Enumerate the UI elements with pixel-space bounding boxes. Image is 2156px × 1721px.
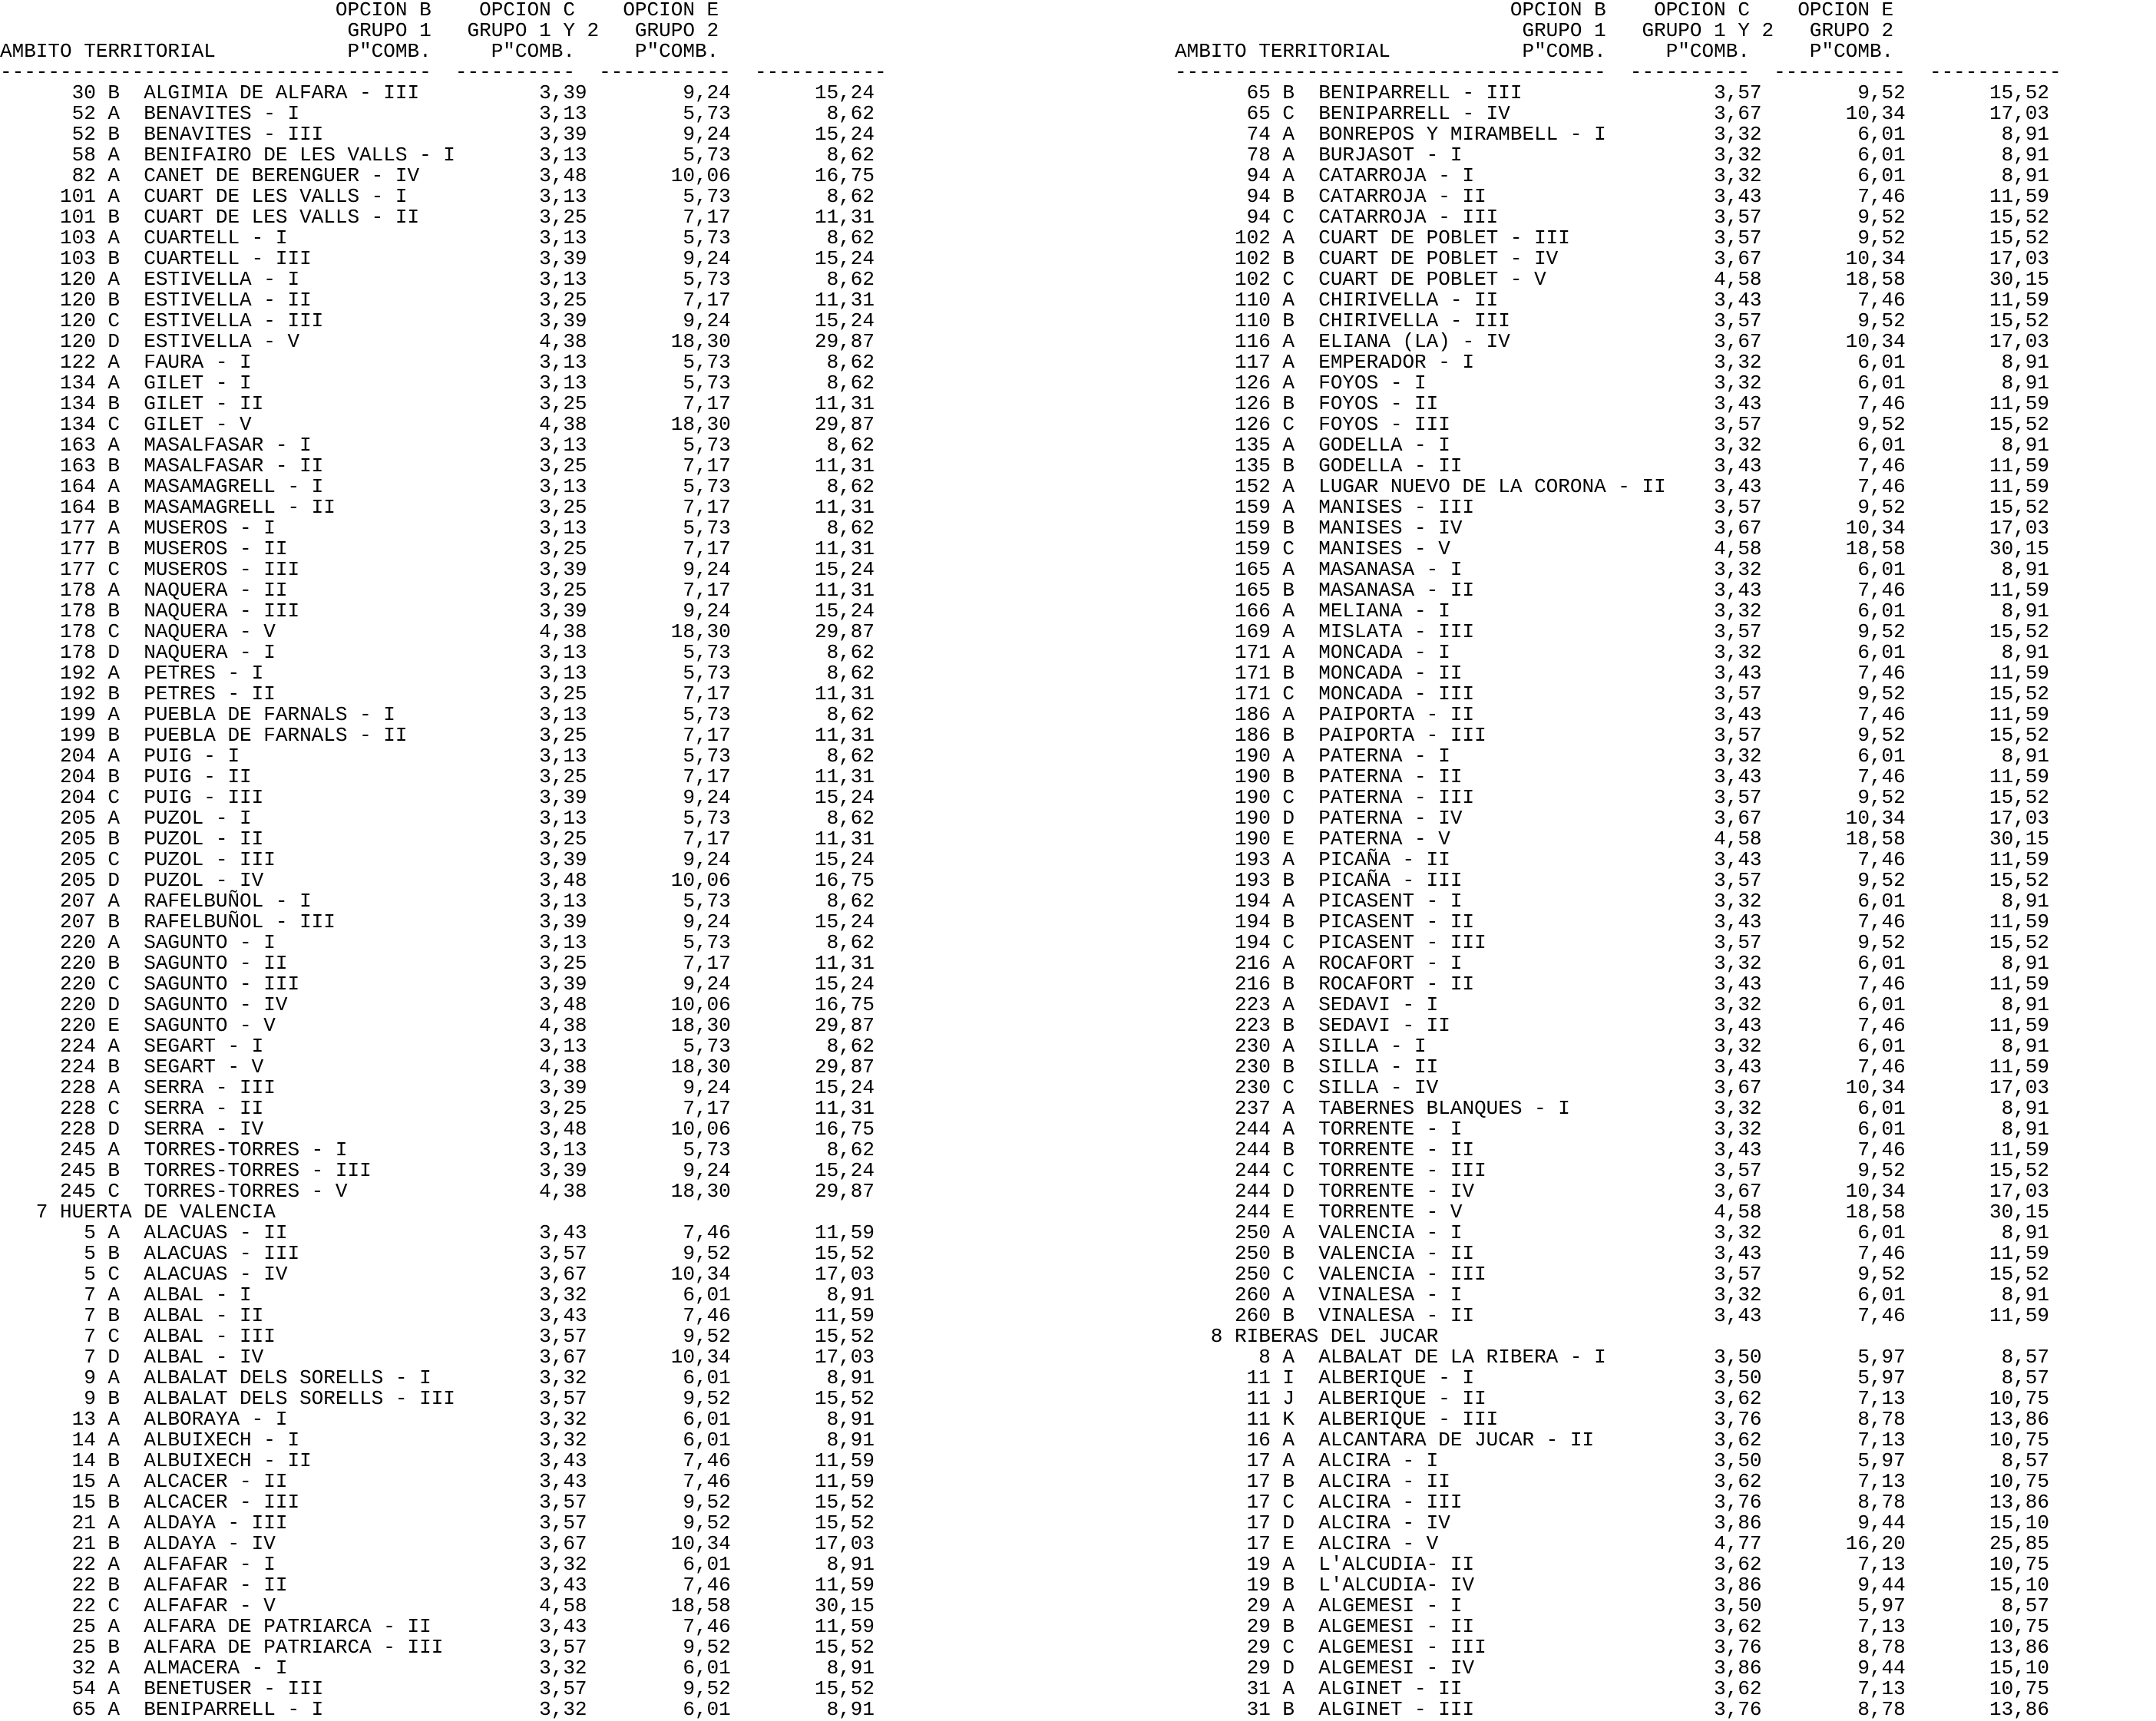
table-row: 171 B MONCADA - II 3,43 7,46 11,59: [1175, 662, 2049, 685]
table-row: 194 C PICASENT - III 3,57 9,52 15,52: [1175, 931, 2049, 954]
table-row: 207 A RAFELBUÑOL - I 3,13 5,73 8,62: [0, 890, 875, 913]
table-row: 260 A VINALESA - I 3,32 6,01 8,91: [1175, 1283, 2049, 1306]
table-row: 116 A ELIANA (LA) - IV 3,67 10,34 17,03: [1175, 330, 2049, 353]
table-row: 65 C BENIPARRELL - IV 3,67 10,34 17,03: [1175, 102, 2049, 125]
table-row: 244 A TORRENTE - I 3,32 6,01 8,91: [1175, 1118, 2049, 1141]
header-separator: ------------------------------------ ---------- ----------- -----------: [1175, 61, 2062, 84]
table-row: 58 A BENIFAIRO DE LES VALLS - I 3,13 5,73 8,62: [0, 144, 875, 167]
table-row: 82 A CANET DE BERENGUER - IV 3,48 10,06 16,75: [0, 164, 875, 187]
table-row: 186 A PAIPORTA - II 3,43 7,46 11,59: [1175, 703, 2049, 726]
table-row: 220 D SAGUNTO - IV 3,48 10,06 16,75: [0, 993, 875, 1016]
table-row: 120 C ESTIVELLA - III 3,39 9,24 15,24: [0, 309, 875, 332]
table-row: 17 E ALCIRA - V 4,77 16,20 25,85: [1175, 1532, 2049, 1555]
table-row: 22 B ALFAFAR - II 3,43 7,46 11,59: [0, 1574, 875, 1597]
table-row: 244 D TORRENTE - IV 3,67 10,34 17,03: [1175, 1180, 2049, 1203]
table-row: 244 C TORRENTE - III 3,57 9,52 15,52: [1175, 1159, 2049, 1182]
table-row: 29 D ALGEMESI - IV 3,86 9,44 15,10: [1175, 1657, 2049, 1680]
table-row: 103 A CUARTELL - I 3,13 5,73 8,62: [0, 226, 875, 249]
table-row: 204 A PUIG - I 3,13 5,73 8,62: [0, 745, 875, 768]
table-row: 78 A BURJASOT - I 3,32 6,01 8,91: [1175, 144, 2049, 167]
table-row: 102 A CUART DE POBLET - III 3,57 9,52 15,52: [1175, 226, 2049, 249]
table-row: 159 B MANISES - IV 3,67 10,34 17,03: [1175, 517, 2049, 540]
table-row: 228 A SERRA - III 3,39 9,24 15,24: [0, 1076, 875, 1099]
table-row: 220 B SAGUNTO - II 3,25 7,17 11,31: [0, 952, 875, 975]
table-row: 199 B PUEBLA DE FARNALS - II 3,25 7,17 11,31: [0, 724, 875, 747]
table-row: 15 B ALCACER - III 3,57 9,52 15,52: [0, 1491, 875, 1514]
table-row: 5 A ALACUAS - II 3,43 7,46 11,59: [0, 1221, 875, 1244]
table-row: 126 C FOYOS - III 3,57 9,52 15,52: [1175, 413, 2049, 436]
table-row: 110 B CHIRIVELLA - III 3,57 9,52 15,52: [1175, 309, 2049, 332]
table-row: 19 A L'ALCUDIA- II 3,62 7,13 10,75: [1175, 1553, 2049, 1576]
table-row: 7 D ALBAL - IV 3,67 10,34 17,03: [0, 1346, 875, 1369]
table-row: 166 A MELIANA - I 3,32 6,01 8,91: [1175, 600, 2049, 623]
table-row: 52 B BENAVITES - III 3,39 9,24 15,24: [0, 123, 875, 146]
table-row: 32 A ALMACERA - I 3,32 6,01 8,91: [0, 1657, 875, 1680]
table-row: 244 B TORRENTE - II 3,43 7,46 11,59: [1175, 1138, 2049, 1161]
table-row: 135 A GODELLA - I 3,32 6,01 8,91: [1175, 434, 2049, 457]
table-row: 245 A TORRES-TORRES - I 3,13 5,73 8,62: [0, 1138, 875, 1161]
table-row: 13 A ALBORAYA - I 3,32 6,01 8,91: [0, 1408, 875, 1431]
table-row: 17 A ALCIRA - I 3,50 5,97 8,57: [1175, 1449, 2049, 1472]
table-row: 220 C SAGUNTO - III 3,39 9,24 15,24: [0, 973, 875, 996]
table-row: 165 A MASANASA - I 3,32 6,01 8,91: [1175, 558, 2049, 581]
table-row: 245 C TORRES-TORRES - V 4,38 18,30 29,87: [0, 1180, 875, 1203]
table-row: 101 A CUART DE LES VALLS - I 3,13 5,73 8,62: [0, 185, 875, 208]
table-row: 192 A PETRES - I 3,13 5,73 8,62: [0, 662, 875, 685]
table-row: 19 B L'ALCUDIA- IV 3,86 9,44 15,10: [1175, 1574, 2049, 1597]
header-line-1: OPCION B OPCION C OPCION E: [0, 0, 719, 21]
table-row: 192 B PETRES - II 3,25 7,17 11,31: [0, 682, 875, 705]
table-row: 260 B VINALESA - II 3,43 7,46 11,59: [1175, 1304, 2049, 1327]
table-row: 15 A ALCACER - II 3,43 7,46 11,59: [0, 1470, 875, 1493]
table-row: 194 A PICASENT - I 3,32 6,01 8,91: [1175, 890, 2049, 913]
table-row: 120 A ESTIVELLA - I 3,13 5,73 8,62: [0, 268, 875, 291]
table-row: 31 A ALGINET - II 3,62 7,13 10,75: [1175, 1677, 2049, 1700]
table-row: 25 B ALFARA DE PATRIARCA - III 3,57 9,52 15,52: [0, 1636, 875, 1659]
table-row: 178 B NAQUERA - III 3,39 9,24 15,24: [0, 600, 875, 623]
section-heading: 7 HUERTA DE VALENCIA: [0, 1201, 276, 1224]
header-line-1: OPCION B OPCION C OPCION E: [1175, 0, 1894, 21]
table-row: 5 B ALACUAS - III 3,57 9,52 15,52: [0, 1242, 875, 1265]
table-row: 199 A PUEBLA DE FARNALS - I 3,13 5,73 8,62: [0, 703, 875, 726]
table-row: 223 B SEDAVI - II 3,43 7,46 11,59: [1175, 1014, 2049, 1037]
table-row: 8 A ALBALAT DE LA RIBERA - I 3,50 5,97 8,57: [1175, 1346, 2049, 1369]
header-line-2: GRUPO 1 GRUPO 1 Y 2 GRUPO 2: [0, 19, 719, 42]
table-row: 11 J ALBERIQUE - II 3,62 7,13 10,75: [1175, 1387, 2049, 1410]
table-row: 220 A SAGUNTO - I 3,13 5,73 8,62: [0, 931, 875, 954]
table-row: 14 B ALBUIXECH - II 3,43 7,46 11,59: [0, 1449, 875, 1472]
table-row: 190 A PATERNA - I 3,32 6,01 8,91: [1175, 745, 2049, 768]
table-row: 250 C VALENCIA - III 3,57 9,52 15,52: [1175, 1263, 2049, 1286]
table-row: 94 B CATARROJA - II 3,43 7,46 11,59: [1175, 185, 2049, 208]
table-row: 250 B VALENCIA - II 3,43 7,46 11,59: [1175, 1242, 2049, 1265]
table-row: 230 B SILLA - II 3,43 7,46 11,59: [1175, 1055, 2049, 1079]
table-row: 22 C ALFAFAR - V 4,58 18,58 30,15: [0, 1594, 875, 1617]
table-row: 7 B ALBAL - II 3,43 7,46 11,59: [0, 1304, 875, 1327]
table-row: 224 B SEGART - V 4,38 18,30 29,87: [0, 1055, 875, 1079]
table-row: 220 E SAGUNTO - V 4,38 18,30 29,87: [0, 1014, 875, 1037]
table-row: 7 C ALBAL - III 3,57 9,52 15,52: [0, 1325, 875, 1348]
table-row: 126 A FOYOS - I 3,32 6,01 8,91: [1175, 372, 2049, 395]
table-row: 102 B CUART DE POBLET - IV 3,67 10,34 17,03: [1175, 247, 2049, 270]
table-row: 30 B ALGIMIA DE ALFARA - III 3,39 9,24 15,24: [0, 81, 875, 104]
table-row: 102 C CUART DE POBLET - V 4,58 18,58 30,15: [1175, 268, 2049, 291]
table-row: 228 C SERRA - II 3,25 7,17 11,31: [0, 1097, 875, 1120]
table-row: 190 D PATERNA - IV 3,67 10,34 17,03: [1175, 807, 2049, 830]
table-row: 190 B PATERNA - II 3,43 7,46 11,59: [1175, 765, 2049, 788]
table-row: 14 A ALBUIXECH - I 3,32 6,01 8,91: [0, 1429, 875, 1452]
table-row: 178 D NAQUERA - I 3,13 5,73 8,62: [0, 641, 875, 664]
table-row: 207 B RAFELBUÑOL - III 3,39 9,24 15,24: [0, 910, 875, 933]
table-row: 163 B MASALFASAR - II 3,25 7,17 11,31: [0, 454, 875, 477]
table-row: 224 A SEGART - I 3,13 5,73 8,62: [0, 1035, 875, 1058]
table-row: 74 A BONREPOS Y MIRAMBELL - I 3,32 6,01 8,91: [1175, 123, 2049, 146]
table-row: 117 A EMPERADOR - I 3,32 6,01 8,91: [1175, 351, 2049, 374]
table-row: 178 A NAQUERA - II 3,25 7,17 11,31: [0, 579, 875, 602]
table-row: 186 B PAIPORTA - III 3,57 9,52 15,52: [1175, 724, 2049, 747]
table-row: 164 B MASAMAGRELL - II 3,25 7,17 11,31: [0, 496, 875, 519]
table-row: 5 C ALACUAS - IV 3,67 10,34 17,03: [0, 1263, 875, 1286]
table-row: 177 B MUSEROS - II 3,25 7,17 11,31: [0, 537, 875, 560]
table-row: 230 C SILLA - IV 3,67 10,34 17,03: [1175, 1076, 2049, 1099]
table-row: 21 A ALDAYA - III 3,57 9,52 15,52: [0, 1511, 875, 1534]
table-row: 159 C MANISES - V 4,58 18,58 30,15: [1175, 537, 2049, 560]
table-row: 52 A BENAVITES - I 3,13 5,73 8,62: [0, 102, 875, 125]
table-row: 171 C MONCADA - III 3,57 9,52 15,52: [1175, 682, 2049, 705]
header-separator: ------------------------------------ ---------- ----------- -----------: [0, 61, 887, 84]
table-row: 205 C PUZOL - III 3,39 9,24 15,24: [0, 848, 875, 871]
table-row: 31 B ALGINET - III 3,76 8,78 13,86: [1175, 1698, 2049, 1721]
table-row: 163 A MASALFASAR - I 3,13 5,73 8,62: [0, 434, 875, 457]
table-row: 25 A ALFARA DE PATRIARCA - II 3,43 7,46 11,59: [0, 1615, 875, 1638]
table-row: 250 A VALENCIA - I 3,32 6,01 8,91: [1175, 1221, 2049, 1244]
header-line-3: AMBITO TERRITORIAL P"COMB. P"COMB. P"COMB.: [0, 40, 719, 63]
table-row: 204 B PUIG - II 3,25 7,17 11,31: [0, 765, 875, 788]
table-row: 190 C PATERNA - III 3,57 9,52 15,52: [1175, 786, 2049, 809]
table-row: 22 A ALFAFAR - I 3,32 6,01 8,91: [0, 1553, 875, 1576]
table-row: 21 B ALDAYA - IV 3,67 10,34 17,03: [0, 1532, 875, 1555]
table-row: 205 D PUZOL - IV 3,48 10,06 16,75: [0, 869, 875, 892]
table-row: 29 B ALGEMESI - II 3,62 7,13 10,75: [1175, 1615, 2049, 1638]
table-row: 11 K ALBERIQUE - III 3,76 8,78 13,86: [1175, 1408, 2049, 1431]
table-row: 164 A MASAMAGRELL - I 3,13 5,73 8,62: [0, 475, 875, 498]
table-row: 120 D ESTIVELLA - V 4,38 18,30 29,87: [0, 330, 875, 353]
header-line-3: AMBITO TERRITORIAL P"COMB. P"COMB. P"COMB.: [1175, 40, 1894, 63]
table-row: 9 B ALBALAT DELS SORELLS - III 3,57 9,52 15,52: [0, 1387, 875, 1410]
right-rows: [1175, 83, 2062, 1720]
table-row: 216 A ROCAFORT - I 3,32 6,01 8,91: [1175, 952, 2049, 975]
table-row: 178 C NAQUERA - V 4,38 18,30 29,87: [0, 620, 875, 643]
table-row: 94 A CATARROJA - I 3,32 6,01 8,91: [1175, 164, 2049, 187]
table-row: 190 E PATERNA - V 4,58 18,58 30,15: [1175, 827, 2049, 851]
table-row: 171 A MONCADA - I 3,32 6,01 8,91: [1175, 641, 2049, 664]
table-row: 216 B ROCAFORT - II 3,43 7,46 11,59: [1175, 973, 2049, 996]
table-row: 17 D ALCIRA - IV 3,86 9,44 15,10: [1175, 1511, 2049, 1534]
table-row: 120 B ESTIVELLA - II 3,25 7,17 11,31: [0, 289, 875, 312]
header-line-2: GRUPO 1 GRUPO 1 Y 2 GRUPO 2: [1175, 19, 1894, 42]
table-row: 29 A ALGEMESI - I 3,50 5,97 8,57: [1175, 1594, 2049, 1617]
table-row: 245 B TORRES-TORRES - III 3,39 9,24 15,24: [0, 1159, 875, 1182]
table-row: 177 C MUSEROS - III 3,39 9,24 15,24: [0, 558, 875, 581]
table-row: 237 A TABERNES BLANQUES - I 3,32 6,01 8,91: [1175, 1097, 2049, 1120]
table-row: 122 A FAURA - I 3,13 5,73 8,62: [0, 351, 875, 374]
table-row: 94 C CATARROJA - III 3,57 9,52 15,52: [1175, 206, 2049, 229]
table-row: 134 B GILET - II 3,25 7,17 11,31: [0, 392, 875, 415]
section-heading: 8 RIBERAS DEL JUCAR: [1175, 1325, 1439, 1348]
table-row: 159 A MANISES - III 3,57 9,52 15,52: [1175, 496, 2049, 519]
table-row: 101 B CUART DE LES VALLS - II 3,25 7,17 11,31: [0, 206, 875, 229]
table-row: 152 A LUGAR NUEVO DE LA CORONA - II 3,43 7,46 11,59: [1175, 475, 2049, 498]
table-row: 228 D SERRA - IV 3,48 10,06 16,75: [0, 1118, 875, 1141]
table-row: 16 A ALCANTARA DE JUCAR - II 3,62 7,13 10,75: [1175, 1429, 2049, 1452]
table-row: 110 A CHIRIVELLA - II 3,43 7,46 11,59: [1175, 289, 2049, 312]
table-row: 17 C ALCIRA - III 3,76 8,78 13,86: [1175, 1491, 2049, 1514]
left-rows: [0, 83, 887, 1720]
table-row: 65 A BENIPARRELL - I 3,32 6,01 8,91: [0, 1698, 875, 1721]
table-row: 205 B PUZOL - II 3,25 7,17 11,31: [0, 827, 875, 851]
table-row: 29 C ALGEMESI - III 3,76 8,78 13,86: [1175, 1636, 2049, 1659]
table-row: 17 B ALCIRA - II 3,62 7,13 10,75: [1175, 1470, 2049, 1493]
left-column: [0, 0, 887, 1720]
table-row: 165 B MASANASA - II 3,43 7,46 11,59: [1175, 579, 2049, 602]
table-row: 223 A SEDAVI - I 3,32 6,01 8,91: [1175, 993, 2049, 1016]
table-row: 9 A ALBALAT DELS SORELLS - I 3,32 6,01 8,91: [0, 1366, 875, 1389]
table-row: 134 A GILET - I 3,13 5,73 8,62: [0, 372, 875, 395]
table-row: 205 A PUZOL - I 3,13 5,73 8,62: [0, 807, 875, 830]
right-column: [1175, 0, 2062, 1720]
table-row: 54 A BENETUSER - III 3,57 9,52 15,52: [0, 1677, 875, 1700]
table-row: 230 A SILLA - I 3,32 6,01 8,91: [1175, 1035, 2049, 1058]
table-row: 11 I ALBERIQUE - I 3,50 5,97 8,57: [1175, 1366, 2049, 1389]
table-row: 135 B GODELLA - II 3,43 7,46 11,59: [1175, 454, 2049, 477]
table-row: 177 A MUSEROS - I 3,13 5,73 8,62: [0, 517, 875, 540]
table-row: 193 B PICAÑA - III 3,57 9,52 15,52: [1175, 869, 2049, 892]
table-row: 193 A PICAÑA - II 3,43 7,46 11,59: [1175, 848, 2049, 871]
table-row: 7 A ALBAL - I 3,32 6,01 8,91: [0, 1283, 875, 1306]
table-row: 194 B PICASENT - II 3,43 7,46 11,59: [1175, 910, 2049, 933]
table-row: 169 A MISLATA - III 3,57 9,52 15,52: [1175, 620, 2049, 643]
table-row: 204 C PUIG - III 3,39 9,24 15,24: [0, 786, 875, 809]
table-row: 244 E TORRENTE - V 4,58 18,58 30,15: [1175, 1201, 2049, 1224]
table-row: 126 B FOYOS - II 3,43 7,46 11,59: [1175, 392, 2049, 415]
table-row: 134 C GILET - V 4,38 18,30 29,87: [0, 413, 875, 436]
table-row: 65 B BENIPARRELL - III 3,57 9,52 15,52: [1175, 81, 2049, 104]
table-row: 103 B CUARTELL - III 3,39 9,24 15,24: [0, 247, 875, 270]
